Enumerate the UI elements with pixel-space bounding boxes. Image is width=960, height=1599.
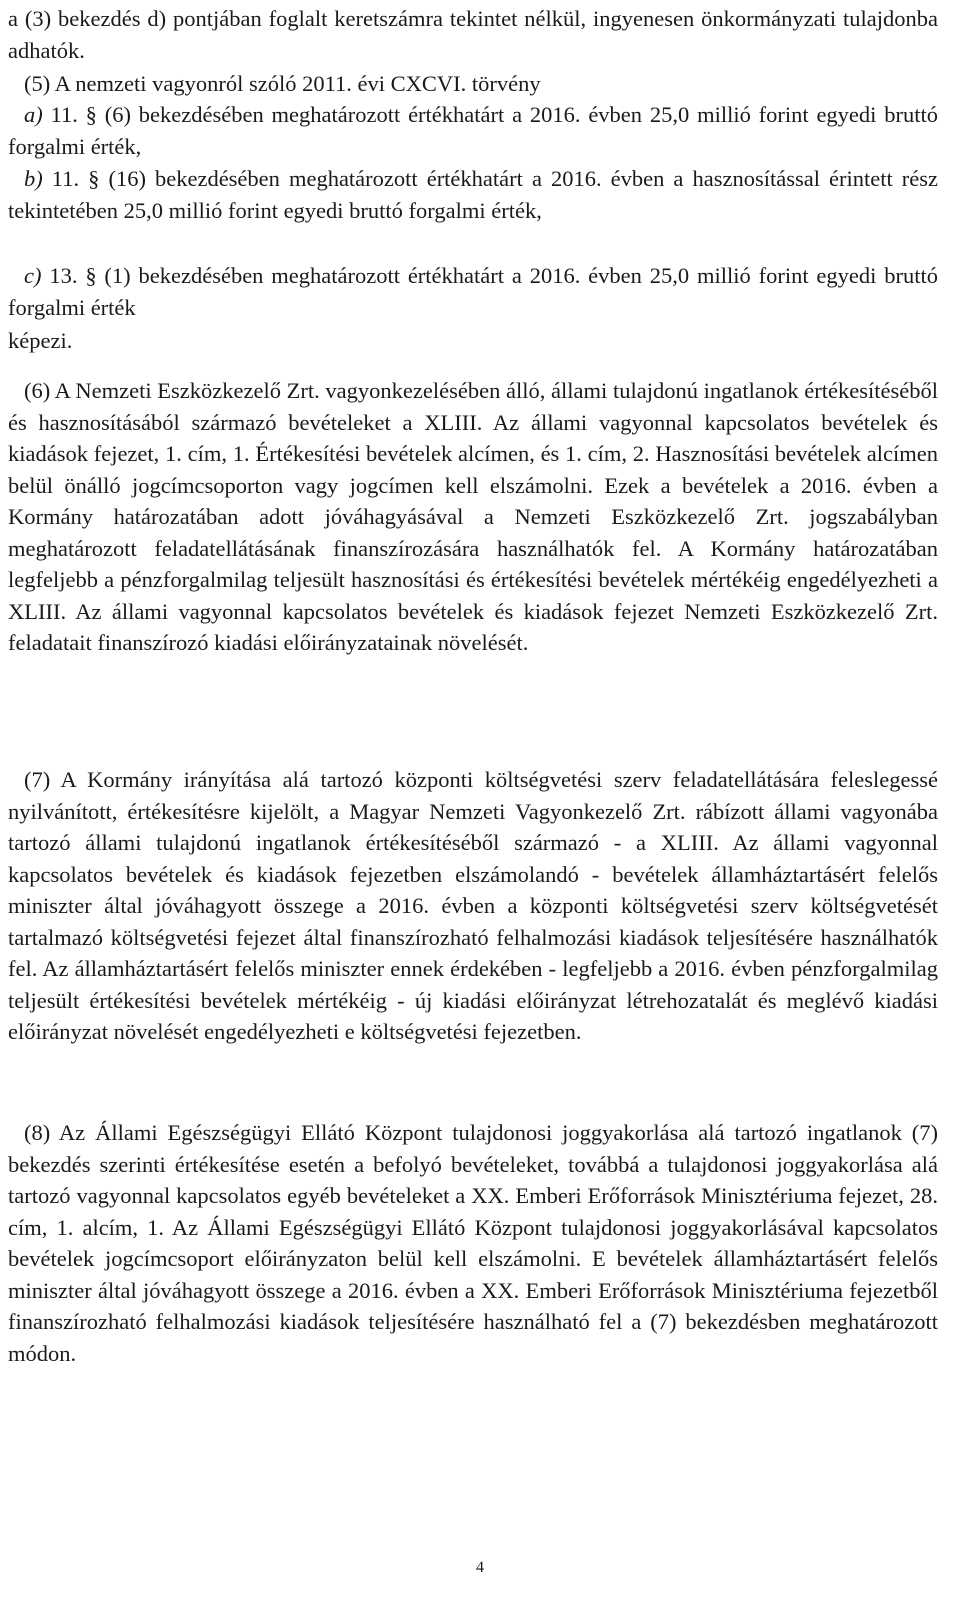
list-item-b-label: b) [24, 166, 43, 191]
list-item-c-text: 13. § (1) bekezdésében meghatározott értékhatárt a 2016. évben 25,0 millió forint egyedi bruttó forgalmi érték [8, 263, 938, 320]
list-item-c-label: c) [24, 263, 42, 288]
list-item-a [8, 99, 938, 162]
list-item-a-text: 11. § (6) bekezdésében meghatározott értékhatárt a 2016. évben 25,0 millió forint egyedi bruttó forgalmi érték, [8, 102, 938, 159]
list-item-b-text: 11. § (16) bekezdésében meghatározott értékhatárt a 2016. évben a hasznosítással érintett rész tekintetében 25,0 millió forint egyedi bruttó forgalmi érték, [8, 166, 938, 223]
paragraph-5-lead: (5) A nemzeti vagyonról szóló 2011. évi CXCVI. törvény [24, 71, 541, 96]
list-item-c [8, 260, 938, 323]
paragraph-6: (6) A Nemzeti Eszközkezelő Zrt. vagyonkezelésében álló, állami tulajdonú ingatlanok értékesítéséből és hasznosításából származó bevételeket a XLIII. Az állami vagyonnal kapcsolatos bevételek és kiadások fejezet, 1. cím, 1. Értékesítési bevételek alcímen, és 1. cím, 2. Hasznosítási bevételek alcímen belül önálló jogcímcsoporton vagy jogcímen kell elszámolni. Ezek a bevételek a 2016. évben a Kormány határozatában adott jóváhagyásával a Nemzeti Eszközkezelő Zrt. jogszabályban meghatározott feladatellátásának finanszírozására használhatók fel. A Kormány határozatában legfeljebb a pénzforgalmilag teljesült hasznosítási és értékesítési bevételek mértékéig engedélyezheti a XLIII. Az állami vagyonnal kapcsolatos bevételek és kiadások fejezet Nemzeti Eszközkezelő Zrt. feladatait finanszírozó kiadási előirányzatainak növelését. [8, 378, 938, 655]
paragraph-5-tail: képezi. [8, 328, 73, 353]
list-item-a-label: a) [24, 102, 43, 127]
paragraph-8: (8) Az Állami Egészségügyi Ellátó Központ tulajdonosi joggyakorlása alá tartozó ingatlanok (7) bekezdés szerinti értékesítése esetén a befolyó bevételeket, továbbá a tulajdonosi joggyakorlása alá tartozó vagyonnal kapcsolatos egyéb bevételeket a XX. Emberi Erőforrások Minisztériuma fejezet, 28. cím, 1. alcím, 1. Az Állami Egészségügyi Ellátó Központ tulajdonosi joggyakorlásával kapcsolatos bevételek jogcímcsoport előirányzaton belül kell elszámolni. E bevételek államháztartásért felelős miniszter által jóváhagyott összege a 2016. évben a XX. Emberi Erőforrások Minisztériuma fejezetből finanszírozható felhalmozási kiadások teljesítésére használható fel a (7) bekezdésben meghatározott módon. [8, 1120, 938, 1366]
paragraph-intro: a (3) bekezdés d) pontjában foglalt keretszámra tekintet nélkül, ingyenesen önkormányzati tulajdonba adhatók. [8, 6, 938, 63]
page-number: 4 [476, 1559, 484, 1576]
paragraph-7: (7) A Kormány irányítása alá tartozó központi költségvetési szerv feladatellátására feleslegessé nyilvánított, értékesítésre kijelölt, a Magyar Nemzeti Vagyonkezelő Zrt. rábízott állami vagyonába tartozó állami tulajdonú ingatlanok értékesítéséből származó - a XLIII. Az állami vagyonnal kapcsolatos bevételek és kiadások fejezetben elszámolandó - bevételek államháztartásért felelős miniszter által jóváhagyott összege a 2016. évben a központi költségvetési szerv költségvetését tartalmazó költségvetési fejezet által finanszírozható felhalmozási kiadások teljesítésére használhatók fel. Az államháztartásért felelős miniszter ennek érdekében - legfeljebb a 2016. évben pénzforgalmilag teljesült értékesítési bevételek mértékéig - új kiadási előirányzat létrehozatalát és meglévő kiadási előirányzat növelését engedélyezheti e költségvetési fejezetben. [8, 767, 938, 1044]
list-item-b [8, 163, 938, 226]
